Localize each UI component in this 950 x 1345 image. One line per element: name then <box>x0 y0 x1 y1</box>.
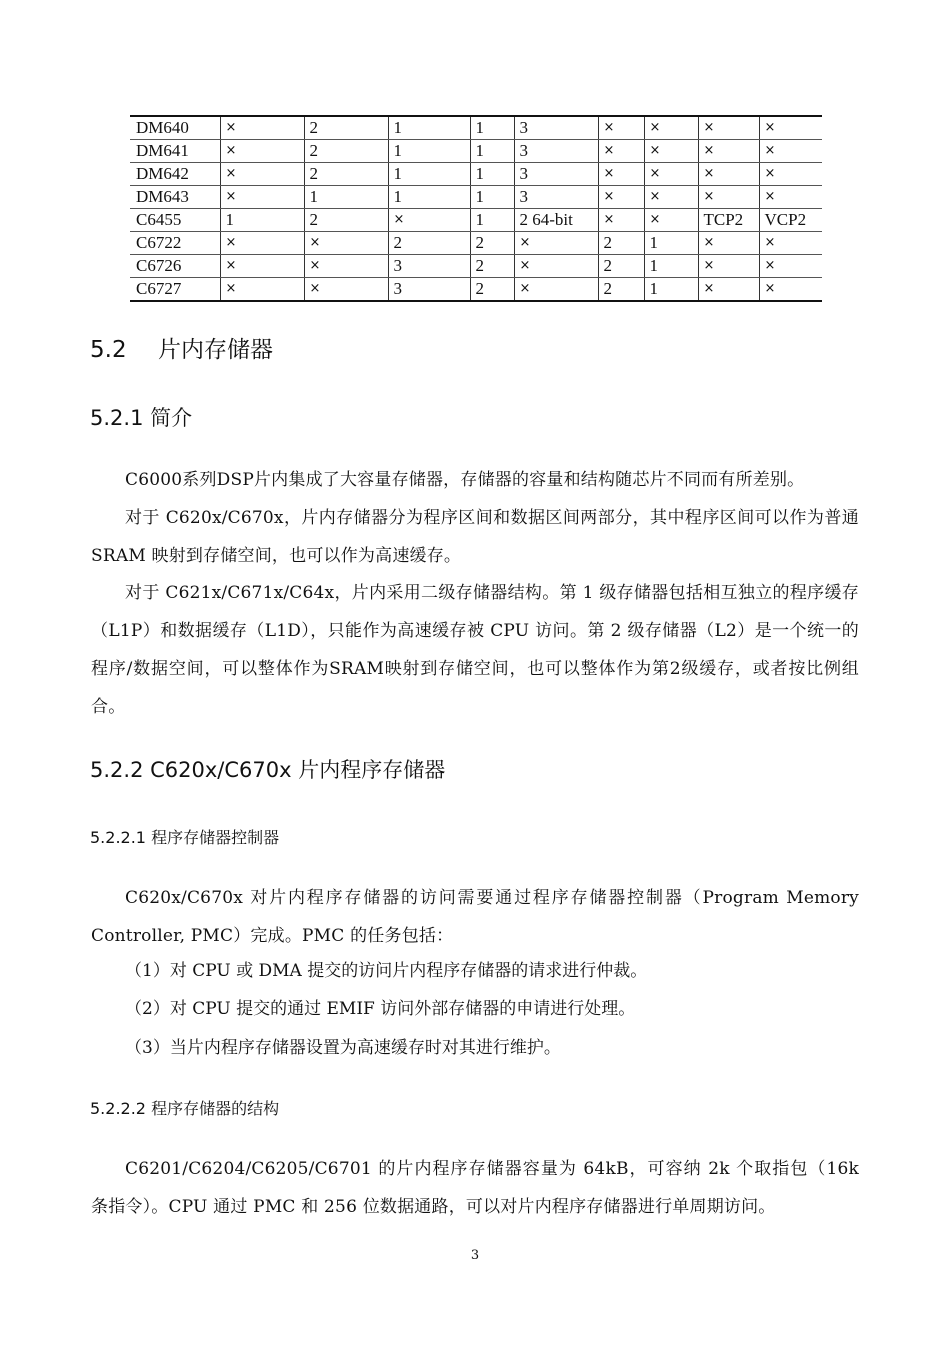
table-cell: × <box>598 186 644 209</box>
table-cell: × <box>304 255 388 278</box>
section-heading <box>90 331 273 364</box>
table-cell: 1 <box>644 232 698 255</box>
table-cell: TCP2 <box>698 209 759 232</box>
table-cell-model: C6722 <box>130 232 220 255</box>
subsubsection-heading-structure: 5.2.2.2 程序存储器的结构 <box>90 1099 280 1118</box>
table-cell: × <box>759 163 822 186</box>
paragraph-structure: C6201/C6204/C6205/C6701 的片内程序存储器容量为 64kB，可容纳 2k 个取指包（16k 条指令）。CPU 通过 PMC 和 256 位数据通路，可以对片内程序存储器进行单周期访问。 <box>91 1159 859 1217</box>
table-cell-model: C6455 <box>130 209 220 232</box>
table-cell: × <box>514 232 598 255</box>
table-cell: × <box>698 186 759 209</box>
section-title: 片内存储器 <box>158 337 273 363</box>
table-cell: 3 <box>514 140 598 163</box>
table-cell: × <box>304 278 388 302</box>
table-cell: 1 <box>304 186 388 209</box>
table-row <box>130 163 822 186</box>
table-row <box>130 255 822 278</box>
table-cell-model: DM643 <box>130 186 220 209</box>
table-cell: × <box>698 278 759 302</box>
table-cell: × <box>759 186 822 209</box>
table-cell-model: DM640 <box>130 116 220 140</box>
paragraph-intro-3: 对于 C621x/C671x/C64x，片内采用二级存储器结构。第 1 级存储器包括相互独立的程序缓存（L1P）和数据缓存（L1D），只能作为高速缓存被 CPU 访问。第 2 级存储器（L2）是一个统一的程序/数据空间，可以整体作为SRAM映射到存储空间，也可以整体作为第2级缓存，或者按比例组合。 <box>91 583 859 717</box>
table-cell: × <box>644 140 698 163</box>
table-cell: × <box>759 232 822 255</box>
table-cell: × <box>644 116 698 140</box>
table-cell: 1 <box>388 186 470 209</box>
table-cell: VCP2 <box>759 209 822 232</box>
table-cell: × <box>759 116 822 140</box>
table-cell: 3 <box>388 255 470 278</box>
table-cell: × <box>698 232 759 255</box>
table-cell: × <box>698 140 759 163</box>
table-cell: 2 <box>388 232 470 255</box>
table-cell: 2 <box>470 232 514 255</box>
table-cell: × <box>698 163 759 186</box>
table-cell: 2 64-bit <box>514 209 598 232</box>
table-cell: × <box>759 140 822 163</box>
table-cell: 1 <box>470 140 514 163</box>
table-cell: 2 <box>304 140 388 163</box>
table-cell: × <box>388 209 470 232</box>
table-row <box>130 209 822 232</box>
table-cell: 2 <box>598 278 644 302</box>
list-item: （2）对 CPU 提交的通过 EMIF 访问外部存储器的申请进行处理。 <box>125 999 636 1019</box>
paragraph-intro-1: C6000系列DSP片内集成了大容量存储器，存储器的容量和结构随芯片不同而有所差别。 <box>125 470 805 490</box>
table-cell: × <box>759 278 822 302</box>
table-cell: × <box>598 116 644 140</box>
table-cell: 1 <box>470 163 514 186</box>
subsubsection-heading-controller: 5.2.2.1 程序存储器控制器 <box>90 828 280 847</box>
table-cell: × <box>220 278 304 302</box>
table-cell: 2 <box>304 209 388 232</box>
table-cell: × <box>598 140 644 163</box>
table-cell: 3 <box>514 186 598 209</box>
dsp-feature-table <box>130 115 822 302</box>
table-cell: × <box>220 140 304 163</box>
table-cell: 2 <box>598 255 644 278</box>
table-cell: × <box>698 116 759 140</box>
page-number: 3 <box>470 1248 480 1263</box>
table-cell: 1 <box>644 255 698 278</box>
table-cell: × <box>598 163 644 186</box>
table-cell: 3 <box>514 116 598 140</box>
table-cell: × <box>304 232 388 255</box>
table-cell-model: C6726 <box>130 255 220 278</box>
table-cell-model: C6727 <box>130 278 220 302</box>
table-cell: × <box>644 186 698 209</box>
table-cell: 2 <box>470 278 514 302</box>
table-cell: 1 <box>470 186 514 209</box>
table-cell: 2 <box>304 116 388 140</box>
table-cell: × <box>220 186 304 209</box>
subsection-heading-program-memory: 5.2.2 C620x/C670x 片内程序存储器 <box>90 758 446 782</box>
table-cell: 1 <box>220 209 304 232</box>
table-row <box>130 140 822 163</box>
table-cell: × <box>759 255 822 278</box>
paragraph-pmc: C620x/C670x 对片内程序存储器的访问需要通过程序存储器控制器（Program Memory Controller, PMC）完成。PMC 的任务包括： <box>91 888 859 946</box>
subsection-heading-intro: 5.2.1 简介 <box>90 406 193 430</box>
table-cell: × <box>220 255 304 278</box>
table-cell: 2 <box>470 255 514 278</box>
table-row <box>130 116 822 140</box>
table-cell: × <box>220 116 304 140</box>
table-cell: × <box>598 209 644 232</box>
list-item: （3）当片内程序存储器设置为高速缓存时对其进行维护。 <box>125 1038 561 1058</box>
table-cell: 1 <box>470 209 514 232</box>
table-cell: 2 <box>304 163 388 186</box>
table-cell-model: DM641 <box>130 140 220 163</box>
table-cell: 1 <box>388 140 470 163</box>
list-item: （1）对 CPU 或 DMA 提交的访问片内程序存储器的请求进行仲裁。 <box>125 961 648 981</box>
table-row <box>130 232 822 255</box>
table-cell: × <box>698 255 759 278</box>
table-row <box>130 186 822 209</box>
table-cell: 2 <box>598 232 644 255</box>
table-cell: 1 <box>388 163 470 186</box>
table-cell: 1 <box>388 116 470 140</box>
table-cell: × <box>514 255 598 278</box>
table-cell: × <box>220 232 304 255</box>
table-cell: × <box>514 278 598 302</box>
table-cell: × <box>220 163 304 186</box>
table-cell: 3 <box>388 278 470 302</box>
section-number: 5.2 <box>90 337 127 363</box>
table-cell: 1 <box>470 116 514 140</box>
table-cell: 3 <box>514 163 598 186</box>
table-row <box>130 278 822 302</box>
table-cell: × <box>644 209 698 232</box>
table-cell: 1 <box>644 278 698 302</box>
paragraph-intro-2: 对于 C620x/C670x，片内存储器分为程序区间和数据区间两部分，其中程序区间可以作为普通 SRAM 映射到存储空间，也可以作为高速缓存。 <box>91 508 859 566</box>
table-cell: × <box>644 163 698 186</box>
table-cell-model: DM642 <box>130 163 220 186</box>
